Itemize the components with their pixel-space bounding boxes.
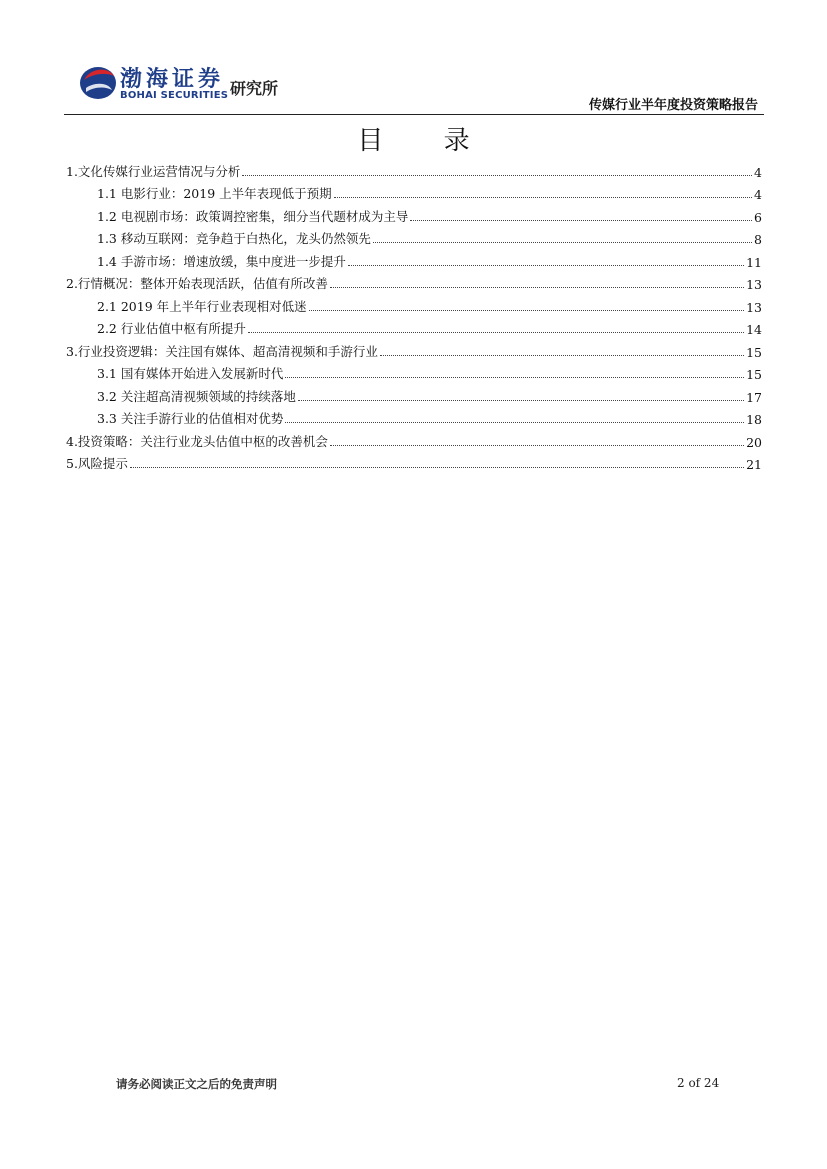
toc-leader-dots	[248, 332, 744, 333]
toc-entry[interactable]	[66, 337, 762, 360]
toc-entry-text: 1.文化传媒行业运营情况与分析	[66, 163, 241, 179]
toc-entry-text: 3.2 关注超高清视频领域的持续落地	[97, 388, 296, 404]
toc-title: 目 录	[357, 126, 496, 156]
toc-entry-text: 3.行业投资逻辑：关注国有媒体、超高清视频和手游行业	[66, 343, 378, 359]
toc-entry-page: 17	[746, 389, 762, 405]
toc-leader-dots	[130, 467, 744, 468]
logo-english-name: BOHAI SECURITIES	[120, 90, 229, 101]
logo-chinese-name: 渤海证券	[120, 67, 225, 92]
toc-entry[interactable]	[66, 427, 762, 450]
toc-entry-page: 11	[746, 254, 762, 270]
table-of-contents	[66, 157, 762, 472]
toc-leader-dots	[242, 175, 752, 176]
toc-entry[interactable]	[66, 270, 762, 293]
toc-entry[interactable]	[66, 157, 762, 180]
toc-entry-page: 15	[746, 344, 762, 360]
toc-leader-dots	[298, 400, 744, 401]
toc-entry-text: 3.1 国有媒体开始进入发展新时代	[97, 366, 284, 381]
toc-leader-dots	[380, 355, 744, 356]
toc-entry-page: 4	[754, 187, 762, 202]
toc-entry-text: 1.3 移动互联网：竞争趋于白热化，龙头仍然领先	[97, 231, 371, 246]
toc-entry-text: 5.风险提示	[66, 456, 128, 471]
toc-leader-dots	[309, 310, 744, 311]
toc-entry[interactable]	[66, 202, 762, 225]
toc-entry-text: 3.3 关注手游行业的估值相对优势	[97, 411, 284, 426]
toc-leader-dots	[285, 377, 744, 378]
toc-entry[interactable]	[66, 450, 762, 473]
toc-leader-dots	[285, 422, 744, 423]
toc-leader-dots	[373, 242, 752, 243]
toc-entry[interactable]	[66, 180, 762, 203]
department-label: 研究所	[230, 79, 279, 98]
header-divider	[64, 114, 764, 115]
toc-entry[interactable]	[66, 292, 762, 315]
toc-entry-text: 1.2 电视剧市场：政策调控密集，细分当代题材成为主导	[97, 208, 409, 224]
toc-entry[interactable]	[66, 360, 762, 383]
toc-entry-page: 20	[746, 434, 762, 450]
toc-entry-page: 6	[754, 209, 762, 225]
toc-entry[interactable]	[66, 315, 762, 338]
toc-entry-page: 13	[746, 299, 762, 315]
toc-entry-text: 1.4 手游市场：增速放缓，集中度进一步提升	[97, 253, 346, 269]
toc-leader-dots	[330, 287, 744, 288]
bohai-logo-icon	[78, 62, 118, 102]
toc-entry[interactable]	[66, 225, 762, 248]
toc-entry[interactable]	[66, 247, 762, 270]
toc-entry-page: 18	[746, 412, 762, 427]
toc-entry-text: 4.投资策略：关注行业龙头估值中枢的改善机会	[66, 433, 328, 449]
toc-entry-text: 2.2 行业估值中枢有所提升	[97, 321, 246, 336]
toc-leader-dots	[410, 220, 752, 221]
toc-leader-dots	[334, 197, 752, 198]
footer-disclaimer: 请务必阅读正文之后的免责声明	[116, 1077, 277, 1091]
toc-entry-page: 4	[754, 164, 762, 180]
toc-entry-text: 2.1 2019 年上半年行业表现相对低迷	[97, 298, 307, 314]
toc-entry-page: 13	[746, 277, 762, 292]
page-header	[64, 58, 764, 114]
toc-entry-page: 21	[746, 457, 762, 472]
toc-entry-page: 14	[746, 322, 762, 337]
toc-entry[interactable]	[66, 405, 762, 428]
toc-entry-text: 2.行情概况：整体开始表现活跃，估值有所改善	[66, 276, 328, 291]
toc-leader-dots	[348, 265, 744, 266]
toc-entry-text: 1.1 电影行业：2019 上半年表现低于预期	[97, 186, 332, 201]
toc-entry-page: 8	[754, 232, 762, 247]
page-indicator: 2 of 24	[677, 1076, 720, 1090]
report-title: 传媒行业半年度投资策略报告	[588, 98, 758, 113]
toc-entry-page: 15	[746, 367, 762, 382]
toc-leader-dots	[330, 445, 744, 446]
toc-entry[interactable]	[66, 382, 762, 405]
